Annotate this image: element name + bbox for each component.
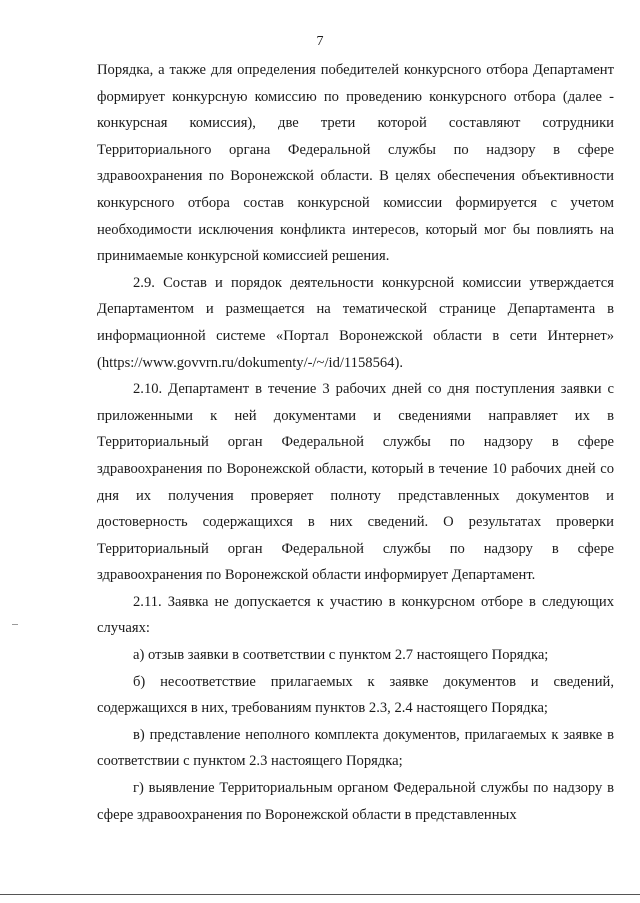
page-number: 7 [316,34,324,49]
paragraph-continuation: Порядка, а также для определения победителей конкурсного отбора Департамент формирует конкурсную комиссию по проведению конкурсного отбора (далее - конкурсная комиссия), две трети которой составляют сотрудники Территориального органа Федеральной службы по надзору в сфере здравоохранения по Воронежской области. В целях обеспечения объективности конкурсного отбора состав конкурсной комиссии формируется с учетом необходимости исключения конфликта интересов, который мог бы повлиять на принимаемые конкурсной комиссией решения. [97,62,614,265]
list-item-a: а) отзыв заявки в соответствии с пунктом 2.7 настоящего Порядка; [133,647,549,664]
paragraph-2-9: 2.9. Состав и порядок деятельности конкурсной комиссии утверждается Департаментом и размещается на тематической странице Департамента в информационной системе «Портал Воронежской области в сети Интернет» (https://www.govvrn.ru/dokumenty/-/~/id/1158564). [97,274,614,371]
page-bottom-edge [0,894,640,895]
list-item-v: в) представление неполного комплекта документов, прилагаемых к заявке в соответствии с пунктом 2.3 настоящего Порядка; [97,726,614,770]
list-item-g: г) выявление Территориальным органом Федеральной службы по надзору в сфере здравоохранения по Воронежской области в представленных [97,780,614,823]
scan-margin-mark [12,624,18,625]
list-item-b: б) несоответствие прилагаемых к заявке документов и сведений, содержащихся в них, требованиям пунктов 2.3, 2.4 настоящего Порядка; [97,673,614,717]
paragraph-2-11: 2.11. Заявка не допускается к участию в конкурсном отборе в следующих случаях: [97,593,614,637]
paragraph-2-10: 2.10. Департамент в течение 3 рабочих дней со дня поступления заявки с приложенными к ней документами и сведениями направляет их в Территориальный орган Федеральной службы по надзору в сфере здравоохранения по Воронежской области, который в течение 10 рабочих дней со дня их получения проверяет полноту представленных документов и достоверность содержащихся в них сведений. О результатах проверки Территориальный орган Федеральной службы по надзору в сфере здравоохранения по Воронежской области информирует Департамент. [97,381,614,584]
document-body [97,57,614,828]
